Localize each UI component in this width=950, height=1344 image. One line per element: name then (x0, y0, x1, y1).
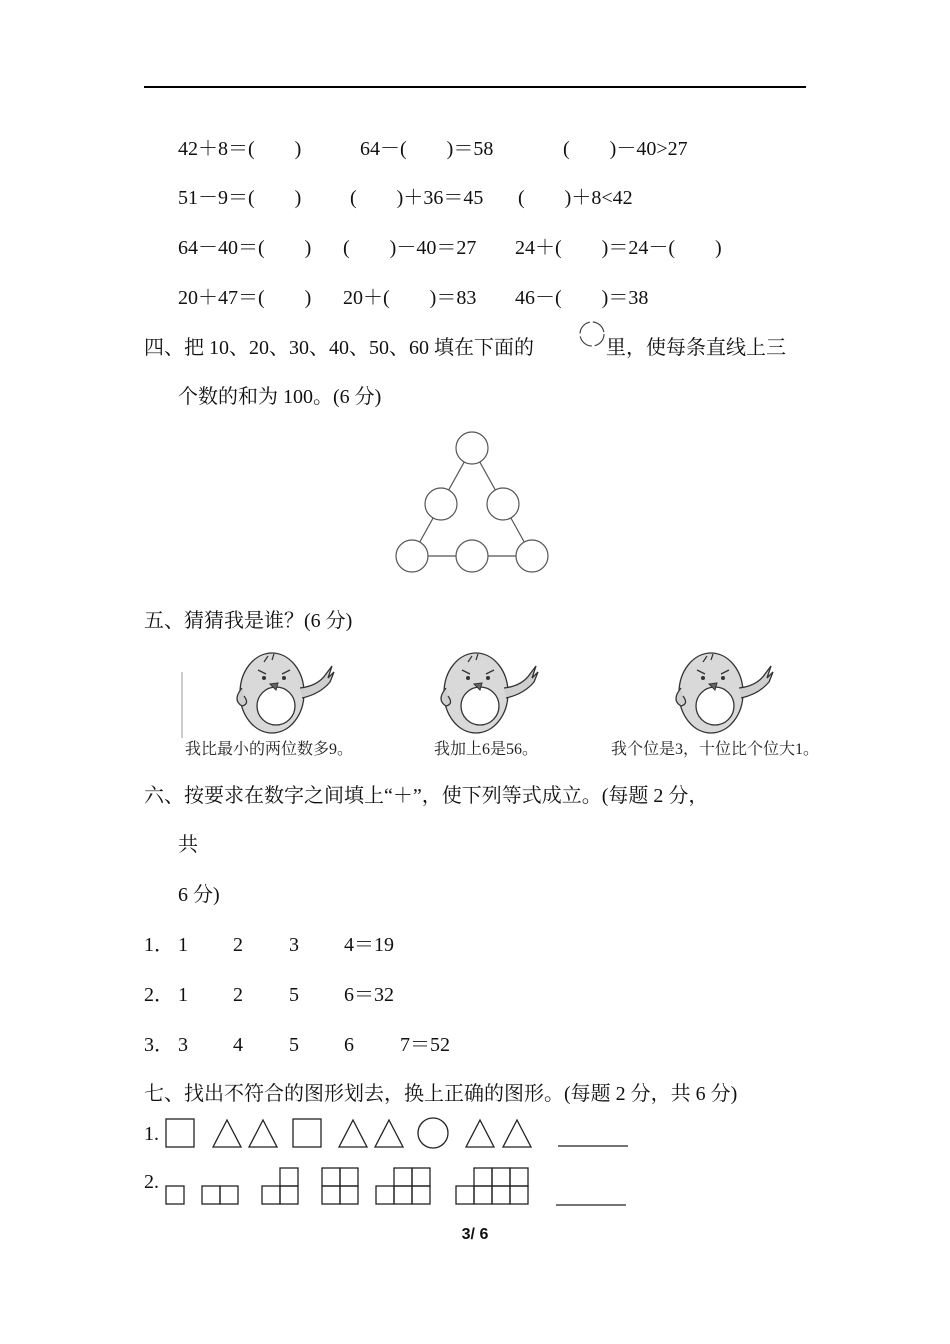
q7-item2-shapes (160, 1162, 640, 1210)
q6-item1-no: 1． (144, 934, 174, 956)
q6-item1-n3: 3 (289, 934, 299, 956)
shape-triangle[interactable] (249, 1120, 277, 1147)
q6-item3-n3: 5 (289, 1034, 299, 1056)
q5-caption-2: 我加上6是56。 (434, 741, 539, 758)
q6-line1: 六、按要求在数字之间填上“＋”，使下列等式成立。(每题 2 分， (144, 785, 709, 807)
arith-r3-c3: 24＋( )＝24－( ) (515, 237, 722, 259)
circle-blank-icon (578, 320, 606, 348)
triangle-circle-diagram (390, 428, 550, 576)
arith-r2-c1: 51－9＝( ) (178, 187, 302, 209)
q6-item3-n1: 3 (178, 1034, 188, 1056)
arith-r1-c3: ( )－40>27 (563, 138, 688, 160)
diagram-circle-top[interactable] (456, 432, 488, 464)
q6-item1-n4: 4＝19 (344, 934, 394, 956)
frame-edge (181, 672, 183, 738)
q6-item1-n1: 1 (178, 934, 188, 956)
q6-item3-no: 3． (144, 1034, 174, 1056)
diagram-circle-bottom-left[interactable] (396, 540, 428, 572)
q6-item3-n4: 6 (344, 1034, 354, 1056)
arith-r4-c1: 20＋47＝( ) (178, 287, 312, 309)
diagram-circle-mid-right[interactable] (487, 488, 519, 520)
q6-item2-n1: 1 (178, 984, 188, 1006)
shape-square[interactable] (166, 1119, 194, 1147)
box-group-5[interactable] (376, 1168, 430, 1204)
q4-line1-a: 四、把 10、20、30、40、50、60 填在下面的 (144, 337, 534, 359)
box-group-4[interactable] (322, 1168, 358, 1204)
q5-title: 五、猜猜我是谁？(6 分) (144, 610, 353, 632)
page-number: 3/ 6 (461, 1226, 489, 1243)
diagram-circle-mid-left[interactable] (425, 488, 457, 520)
shape-triangle[interactable] (213, 1120, 241, 1147)
box-group-2[interactable] (202, 1186, 238, 1204)
arith-r3-c2: ( )－40＝27 (343, 237, 477, 259)
diagram-circle-bottom-right[interactable] (516, 540, 548, 572)
q7-title: 七、找出不符合的图形划去，换上正确的图形。(每题 2 分，共 6 分) (144, 1083, 738, 1105)
arith-r4-c3: 46－( )＝38 (515, 287, 649, 309)
q7-item1-shapes (160, 1114, 640, 1154)
q4-line2: 个数的和为 100。(6 分) (178, 386, 382, 408)
box-group-1[interactable] (166, 1186, 184, 1204)
shape-triangle[interactable] (466, 1120, 494, 1147)
q6-item2-no: 2． (144, 984, 174, 1006)
q6-line2: 共 (178, 834, 198, 856)
box-group-3[interactable] (262, 1168, 298, 1204)
q6-item3-n5: 7＝52 (400, 1034, 450, 1056)
arith-r2-c3: ( )＋8<42 (518, 187, 633, 209)
arith-r4-c2: 20＋( )＝83 (343, 287, 477, 309)
q5-caption-3: 我个位是3，十位比个位大1。 (611, 741, 820, 758)
bird-character-2 (434, 648, 544, 738)
arith-r1-c2: 64－( )＝58 (360, 138, 494, 160)
q6-item2-n4: 6＝32 (344, 984, 394, 1006)
shape-triangle[interactable] (339, 1120, 367, 1147)
diagram-circle-bottom-mid[interactable] (456, 540, 488, 572)
shape-triangle[interactable] (375, 1120, 403, 1147)
shape-circle[interactable] (418, 1118, 448, 1148)
shape-triangle[interactable] (503, 1120, 531, 1147)
arith-r2-c2: ( )＋36＝45 (350, 187, 484, 209)
bird-character-3 (669, 648, 779, 738)
q7-item1-no: 1. (144, 1123, 159, 1145)
q6-line3: 6 分) (178, 884, 220, 906)
arith-r3-c1: 64－40＝( ) (178, 237, 312, 259)
bird-character-1 (230, 648, 340, 738)
header-rule (144, 86, 806, 88)
q4-line1-b: 里，使每条直线上三 (606, 337, 786, 359)
shape-square[interactable] (293, 1119, 321, 1147)
box-group-6[interactable] (456, 1168, 528, 1204)
q7-item2-no: 2. (144, 1171, 159, 1193)
arith-r1-c1: 42＋8＝( ) (178, 138, 302, 160)
q6-item1-n2: 2 (233, 934, 243, 956)
q6-item3-n2: 4 (233, 1034, 243, 1056)
q5-caption-1: 我比最小的两位数多9。 (185, 741, 354, 758)
q6-item2-n3: 5 (289, 984, 299, 1006)
q6-item2-n2: 2 (233, 984, 243, 1006)
